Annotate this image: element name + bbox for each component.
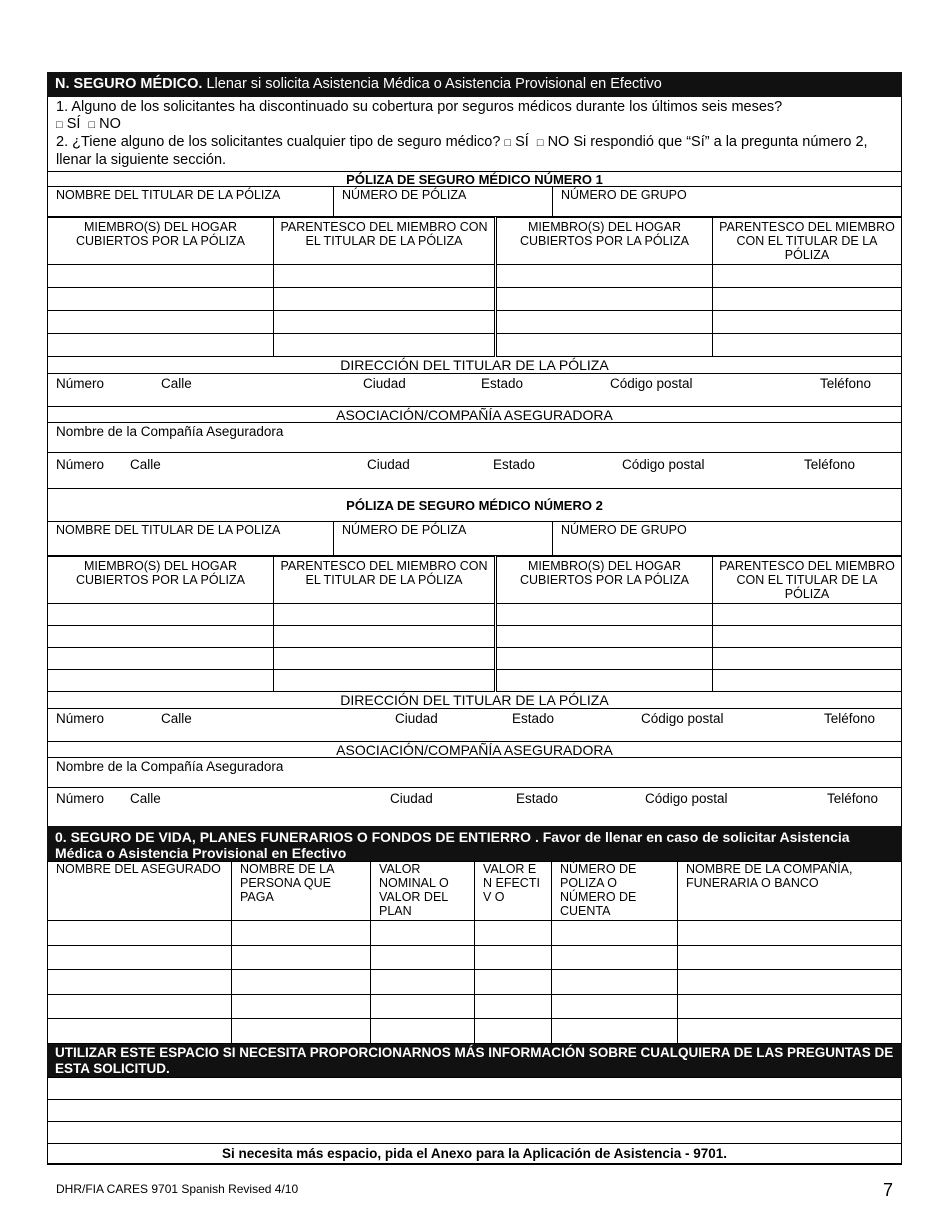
cell[interactable] — [371, 945, 475, 970]
address-estado: Estado — [516, 791, 559, 806]
table-row — [48, 970, 902, 995]
policy-1-insurer-address-row[interactable] — [47, 452, 902, 488]
cell[interactable] — [274, 648, 496, 670]
cell[interactable] — [232, 945, 371, 970]
cell[interactable] — [48, 1019, 232, 1044]
cell[interactable] — [48, 921, 232, 946]
cell[interactable] — [232, 994, 371, 1019]
section-n-title: N. SEGURO MÉDICO. — [55, 76, 203, 92]
policy-1-address-row[interactable] — [47, 373, 902, 406]
cell[interactable] — [371, 970, 475, 995]
address-numero: Número — [56, 457, 105, 472]
address-ciudad: Ciudad — [367, 457, 410, 472]
policy-2-insurer-name[interactable]: Nombre de la Compañía Aseguradora — [47, 757, 902, 787]
extra-line[interactable] — [47, 1077, 902, 1099]
cell[interactable] — [496, 626, 713, 648]
address-codigo: Código postal — [641, 711, 724, 726]
cell[interactable] — [475, 945, 552, 970]
policy-1-address-title: DIRECCIÓN DEL TITULAR DE LA PÓLIZA — [47, 357, 902, 373]
cell[interactable] — [496, 311, 713, 334]
question-2-followup: Si respondió que “Sí” a la pregunta número 2, llenar la siguiente sección. — [56, 134, 868, 168]
policy-1-insurer-title: ASOCIACIÓN/COMPAÑÍA ASEGURADORA — [47, 406, 902, 422]
table-row — [48, 945, 902, 970]
question-2-text: 2. ¿Tiene alguno de los solicitantes cualquier tipo de seguro médico? — [56, 134, 501, 150]
address-telefono: Teléfono — [827, 791, 879, 806]
policy-2-insurer-title: ASOCIACIÓN/COMPAÑÍA ASEGURADORA — [47, 741, 902, 757]
cell[interactable] — [552, 1019, 678, 1044]
address-ciudad: Ciudad — [363, 376, 406, 391]
address-telefono: Teléfono — [824, 711, 876, 726]
cell[interactable] — [475, 994, 552, 1019]
table-row — [48, 670, 902, 692]
address-telefono: Teléfono — [804, 457, 856, 472]
q1-yes-label: SÍ — [66, 116, 81, 132]
cell[interactable] — [48, 288, 274, 311]
policy-2-col-relation: PARENTESCO DEL MIEMBRO CON EL TITULAR DE LA PÓLIZA — [274, 557, 496, 604]
cell[interactable] — [552, 945, 678, 970]
address-numero: Número — [56, 376, 105, 391]
address-estado: Estado — [493, 457, 536, 472]
extra-info-header: UTILIZAR ESTE ESPACIO SI NECESITA PROPORCIONARNOS MÁS INFORMACIÓN SOBRE CUALQUIERA DE LAS PREGUNTAS DE ESTA SOLICITUD. — [47, 1044, 902, 1077]
address-numero: Número — [56, 791, 105, 806]
cell[interactable] — [496, 604, 713, 626]
cell[interactable] — [48, 648, 274, 670]
cell[interactable] — [713, 670, 902, 692]
form-page — [47, 72, 902, 1165]
cell[interactable] — [48, 311, 274, 334]
question-2 — [56, 134, 893, 169]
table-row — [48, 265, 902, 288]
cell[interactable] — [475, 970, 552, 995]
cell[interactable] — [496, 288, 713, 311]
policy-1-group-field[interactable]: NÚMERO DE GRUPO — [553, 187, 902, 217]
policy-1-number-field[interactable]: NÚMERO DE PÓLIZA — [334, 187, 553, 217]
policy-2-address-title: DIRECCIÓN DEL TITULAR DE LA PÓLIZA — [47, 692, 902, 708]
policy-2-insurer-address-row[interactable] — [47, 787, 902, 826]
table-row — [48, 1019, 902, 1044]
policy-2-col-relation-2: PARENTESCO DEL MIEMBRO CON EL TITULAR DE LA PÓLIZA — [713, 557, 902, 604]
cell[interactable] — [371, 994, 475, 1019]
policy-2-number-field[interactable]: NÚMERO DE PÓLIZA — [334, 522, 553, 556]
cell[interactable] — [475, 921, 552, 946]
policy-1-members-table — [47, 217, 902, 357]
policy-1-col-relation: PARENTESCO DEL MIEMBRO CON EL TITULAR DE LA PÓLIZA — [274, 218, 496, 265]
address-ciudad: Ciudad — [390, 791, 433, 806]
address-calle: Calle — [161, 711, 192, 726]
section-n-subtitle: Llenar si solicita Asistencia Médica o Asistencia Provisional en Efectivo — [202, 76, 662, 92]
policy-1-col-members-2: MIEMBRO(S) DEL HOGAR CUBIERTOS POR LA PÓLIZA — [496, 218, 713, 265]
cell[interactable] — [678, 1019, 902, 1044]
checkbox-q2-yes[interactable]: □ — [504, 137, 512, 149]
checkbox-q1-no[interactable]: □ — [88, 119, 96, 131]
form-id: DHR/FIA CARES 9701 Spanish Revised 4/10 — [56, 1182, 299, 1196]
col-valor-nominal: VALOR NOMINAL O VALOR DEL PLAN — [371, 862, 475, 921]
cell[interactable] — [552, 921, 678, 946]
cell[interactable] — [48, 670, 274, 692]
cell[interactable] — [678, 945, 902, 970]
cell[interactable] — [713, 311, 902, 334]
cell[interactable] — [475, 1019, 552, 1044]
cell[interactable] — [274, 265, 496, 288]
table-row — [48, 921, 902, 946]
q2-yes-label: SÍ — [515, 134, 529, 150]
cell[interactable] — [232, 1019, 371, 1044]
table-row — [48, 311, 902, 334]
table-row — [48, 994, 902, 1019]
cell[interactable] — [678, 921, 902, 946]
cell[interactable] — [713, 265, 902, 288]
cell[interactable] — [371, 921, 475, 946]
cell[interactable] — [274, 626, 496, 648]
address-ciudad: Ciudad — [395, 711, 438, 726]
cell[interactable] — [713, 334, 902, 357]
col-compania: NOMBRE DE LA COMPAÑÍA, FUNERARIA O BANCO — [678, 862, 902, 921]
cell[interactable] — [678, 994, 902, 1019]
cell[interactable] — [678, 970, 902, 995]
cell[interactable] — [496, 334, 713, 357]
cell[interactable] — [371, 1019, 475, 1044]
cell[interactable] — [496, 670, 713, 692]
question-1-options — [56, 116, 893, 134]
table-row — [48, 288, 902, 311]
policy-2-holder-field[interactable]: NOMBRE DEL TITULAR DE LA POLIZA — [48, 522, 334, 556]
cell[interactable] — [48, 970, 232, 995]
policy-2-title: PÓLIZA DE SEGURO MÉDICO NÚMERO 2 — [47, 488, 902, 521]
q1-no-label: NO — [99, 116, 121, 132]
extra-line[interactable] — [47, 1121, 902, 1143]
cell[interactable] — [713, 604, 902, 626]
policy-1-col-relation-2: PARENTESCO DEL MIEMBRO CON EL TITULAR DE LA PÓLIZA — [713, 218, 902, 265]
policy-2-group-field[interactable]: NÚMERO DE GRUPO — [553, 522, 902, 556]
table-row — [48, 334, 902, 357]
cell[interactable] — [713, 648, 902, 670]
policy-2-id-table — [47, 521, 902, 556]
q2-no-label: NO — [547, 134, 570, 150]
col-valor-efectivo: VALOR EN EFECTIV O — [475, 862, 552, 921]
cell[interactable] — [274, 604, 496, 626]
policy-2-address-row[interactable] — [47, 708, 902, 741]
cell[interactable] — [713, 626, 902, 648]
checkbox-q2-no[interactable]: □ — [536, 137, 544, 149]
address-calle: Calle — [130, 457, 161, 472]
table-row — [48, 626, 902, 648]
checkbox-q1-yes[interactable]: □ — [56, 119, 63, 131]
policy-1-col-members: MIEMBRO(S) DEL HOGAR CUBIERTOS POR LA PÓLIZA — [48, 218, 274, 265]
cell[interactable] — [496, 265, 713, 288]
policy-2-col-members-2: MIEMBRO(S) DEL HOGAR CUBIERTOS POR LA PÓLIZA — [496, 557, 713, 604]
address-estado: Estado — [512, 711, 555, 726]
col-asegurado: NOMBRE DEL ASEGURADO — [48, 862, 232, 921]
cell[interactable] — [496, 648, 713, 670]
cell[interactable] — [274, 334, 496, 357]
page-number: 7 — [883, 1180, 894, 1200]
address-codigo: Código postal — [610, 376, 693, 391]
extra-line[interactable] — [47, 1099, 902, 1121]
cell[interactable] — [232, 970, 371, 995]
cell[interactable] — [48, 994, 232, 1019]
table-row — [48, 648, 902, 670]
cell[interactable] — [552, 970, 678, 995]
col-persona-paga: NOMBRE DE LA PERSONA QUE PAGA — [232, 862, 371, 921]
policy-2-col-members: MIEMBRO(S) DEL HOGAR CUBIERTOS POR LA PÓLIZA — [48, 557, 274, 604]
table-row — [48, 604, 902, 626]
col-numero-poliza: NÚMERO DE POLIZA O NÚMERO DE CUENTA — [552, 862, 678, 921]
address-calle: Calle — [130, 791, 161, 806]
address-codigo: Código postal — [645, 791, 728, 806]
cell[interactable] — [713, 288, 902, 311]
cell[interactable] — [48, 604, 274, 626]
section-o-header: 0. SEGURO DE VIDA, PLANES FUNERARIOS O FONDOS DE ENTIERRO . Favor de llenar en caso de solicitar Asistencia Médica o Asistencia Provisional en Efectivo — [47, 826, 902, 861]
policy-1-id-table — [47, 186, 902, 217]
address-estado: Estado — [481, 376, 524, 391]
cell[interactable] — [48, 945, 232, 970]
policy-1-insurer-name[interactable]: Nombre de la Compañía Aseguradora — [47, 422, 902, 452]
policy-2-members-table — [47, 556, 902, 692]
cell[interactable] — [274, 670, 496, 692]
cell[interactable] — [232, 921, 371, 946]
policy-1-holder-field[interactable]: NOMBRE DEL TITULAR DE LA PÓLIZA — [48, 187, 334, 217]
cell[interactable] — [48, 334, 274, 357]
extra-note: Si necesita más espacio, pida el Anexo para la Aplicación de Asistencia - 9701. — [47, 1143, 902, 1165]
question-1: 1. Alguno de los solicitantes ha discontinuado su cobertura por seguros médicos durante los últimos seis meses? — [56, 99, 783, 115]
address-codigo: Código postal — [622, 457, 705, 472]
cell[interactable] — [274, 288, 496, 311]
address-telefono: Teléfono — [820, 376, 872, 391]
section-n-questions — [47, 97, 902, 171]
cell[interactable] — [552, 994, 678, 1019]
cell[interactable] — [274, 311, 496, 334]
cell[interactable] — [48, 265, 274, 288]
cell[interactable] — [48, 626, 274, 648]
policy-1-title: PÓLIZA DE SEGURO MÉDICO NÚMERO 1 — [47, 171, 902, 186]
address-numero: Número — [56, 711, 105, 726]
section-n-header — [47, 72, 902, 97]
section-o-table — [47, 861, 902, 1044]
address-calle: Calle — [161, 376, 192, 391]
